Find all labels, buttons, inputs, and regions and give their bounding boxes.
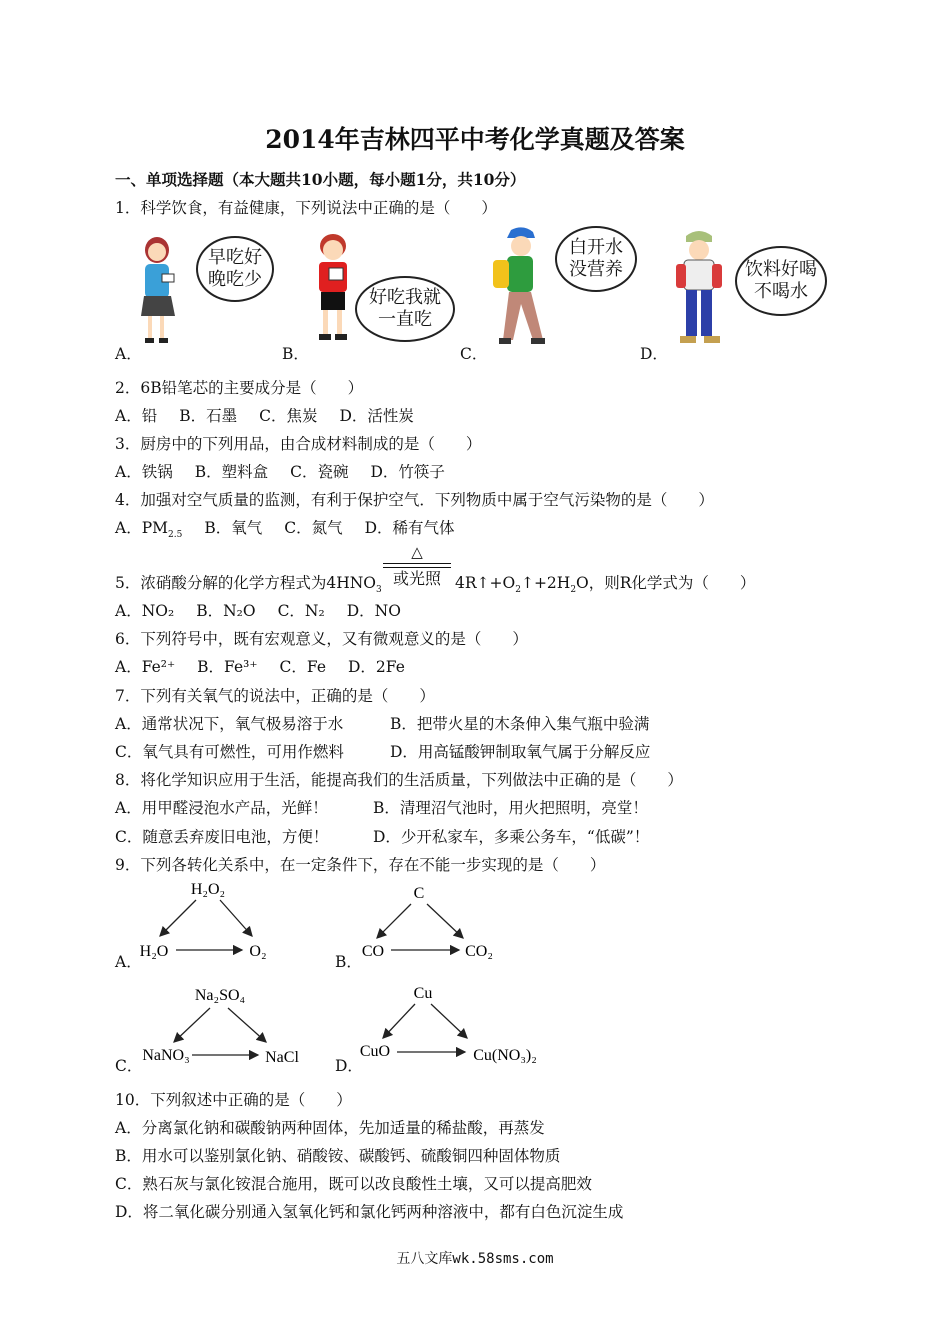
option: A．$PM_{2.5}$: [115, 519, 183, 541]
diagram-right-formula: NaCl: [265, 1049, 299, 1066]
q1-option-a-label: A．: [115, 345, 142, 363]
question-2-stem: 2．6B铅笔芯的主要成分是（ ）: [115, 379, 364, 397]
conversion-diagram-a: [130, 876, 280, 966]
question-7-stem: 7．下列有关氧气的说法中，正确的是（ ）: [115, 687, 435, 705]
question-4-options: [115, 518, 477, 545]
diagram-right-formula: Cu(NO₃)₂: [473, 1047, 537, 1064]
q1-option-d-label: D．: [640, 345, 668, 363]
question-5-stem-post: $4R↑+O_2↑+2H_2O$，则R化学式为（ ）: [455, 574, 756, 596]
girl-figure: [135, 236, 195, 351]
footer-source: 五八文库wk.58sms.com: [396, 1251, 554, 1267]
question-6-stem: 6．下列符号中，既有宏观意义，又有微观意义的是（ ）: [115, 630, 528, 648]
question-2-options: [115, 406, 436, 426]
q9-option-c-label: C．: [115, 1057, 143, 1075]
q7-option-c: C．氧气具有可燃性，可用作燃料: [115, 743, 344, 761]
reaction-condition-bottom: 或光照: [392, 569, 441, 588]
option: A．铁锅: [115, 463, 173, 481]
q9-option-b-label: B．: [335, 953, 362, 971]
diagram-right-formula: CO₂: [465, 943, 493, 960]
option: C．Fe: [279, 658, 326, 676]
q8-option-d: D．少开私家车，多乘公务车，“低碳”！: [373, 828, 650, 846]
question-5-options: [115, 601, 423, 621]
speech-bubble-d: 饮料好喝 不喝水: [735, 246, 827, 316]
option: C．氮气: [284, 519, 343, 537]
q8-option-b: B．清理沼气池时，用火把照明，亮堂！: [373, 799, 648, 817]
diagram-left-formula: CuO: [359, 1043, 391, 1060]
option: B．N₂O: [196, 602, 256, 620]
question-4-stem: 4．加强对空气质量的监测，有利于保护空气．下列物质中属于空气污染物的是（ ）: [115, 491, 714, 509]
option: A．Fe²⁺: [115, 658, 176, 676]
page-title: 2014年吉林四平中考化学真题及答案: [265, 125, 685, 154]
option: C．N₂: [277, 602, 325, 620]
reaction-line-upper: [383, 563, 451, 564]
option: D．稀有气体: [364, 519, 455, 537]
option: B．氧气: [204, 519, 263, 537]
q7-option-d: D．用高锰酸钾制取氧气属于分解反应: [390, 743, 651, 761]
option: C．焦炭: [259, 407, 318, 425]
option: C．瓷碗: [290, 463, 349, 481]
boy-backpack-figure: [668, 226, 730, 350]
q10-option-b: B．用水可以鉴别氯化钠、硝酸铵、碳酸钙、硫酸铜四种固体物质: [115, 1147, 561, 1165]
conversion-diagram-b: [355, 876, 505, 966]
section-heading: 一、单项选择题（本大题共10小题，每小题1分，共10分）: [115, 170, 526, 189]
diagram-top-formula: Na₂SO₄: [194, 987, 246, 1004]
question-5-stem-pre: 5．浓硝酸分解的化学方程式为$4HNO_3$: [115, 574, 382, 596]
diagram-left-formula: H₂O: [139, 943, 169, 960]
option: B．石墨: [179, 407, 238, 425]
q7-option-b: B．把带火星的木条伸入集气瓶中验满: [390, 715, 650, 733]
q10-option-d: D．将二氧化碳分别通入氢氧化钙和氯化钙两种溶液中，都有白色沉淀生成: [115, 1203, 624, 1221]
question-1-stem: 1．科学饮食，有益健康，下列说法中正确的是（ ）: [115, 199, 497, 217]
q10-option-a: A．分离氯化钠和碳酸钠两种固体，先加适量的稀盐酸，再蒸发: [115, 1119, 545, 1137]
q9-option-a-label: A．: [115, 953, 142, 971]
q1-option-c-label: C．: [460, 345, 488, 363]
reaction-condition-top: △: [411, 543, 423, 561]
option: D．NO: [346, 602, 401, 620]
speech-bubble-a: 早吃好 晚吃少: [196, 236, 274, 302]
question-9-stem: 9．下列各转化关系中，在一定条件下，存在不能一步实现的是（ ）: [115, 856, 606, 874]
question-10-stem: 10．下列叙述中正确的是（ ）: [115, 1091, 352, 1109]
question-3-options: [115, 462, 467, 482]
conversion-diagram-c: [130, 982, 320, 1072]
diagram-right-formula: O₂: [249, 943, 267, 960]
option: B．Fe³⁺: [197, 658, 258, 676]
speech-bubble-b: 好吃我就 一直吃: [355, 276, 455, 342]
q7-option-a: A．通常状况下，氧气极易溶于水: [115, 715, 344, 733]
question-6-options: [115, 657, 427, 677]
conversion-diagram-d: [355, 980, 555, 1072]
hiker-figure: [485, 224, 555, 349]
q8-option-a: A．用甲醛浸泡水产品，光鲜！: [115, 799, 328, 817]
option: B．塑料盒: [194, 463, 269, 481]
question-8-stem: 8．将化学知识应用于生活，能提高我们的生活质量，下列做法中正确的是（ ）: [115, 771, 683, 789]
diagram-left-formula: NaNO₃: [142, 1047, 190, 1064]
boy-eating-figure: [305, 232, 365, 350]
option: D．活性炭: [339, 407, 414, 425]
option: D．2Fe: [348, 658, 405, 676]
diagram-top-formula: Cu: [413, 985, 433, 1002]
q10-option-c: C．熟石灰与氯化铵混合施用，既可以改良酸性土壤，又可以提高肥效: [115, 1175, 592, 1193]
q9-option-d-label: D．: [335, 1057, 363, 1075]
diagram-left-formula: CO: [361, 943, 385, 960]
diagram-top-formula: H₂O₂: [190, 881, 226, 898]
q8-option-c: C．随意丢弃废旧电池，方便！: [115, 828, 329, 846]
option: D．竹筷子: [370, 463, 445, 481]
speech-bubble-c: 白开水 没营养: [555, 226, 637, 292]
question-3-stem: 3．厨房中的下列用品，由合成材料制成的是（ ）: [115, 435, 482, 453]
q1-option-b-label: B．: [282, 345, 309, 363]
option: A．NO₂: [115, 602, 175, 620]
diagram-top-formula: C: [413, 885, 425, 902]
option: A．铅: [115, 407, 158, 425]
